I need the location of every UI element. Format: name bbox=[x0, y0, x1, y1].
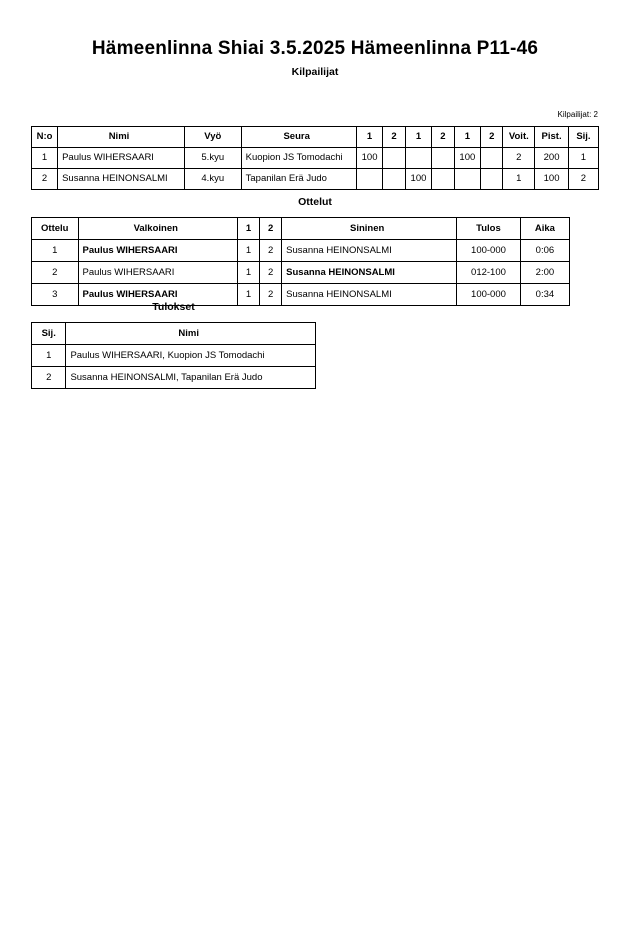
cell-white: Paulus WIHERSAARI bbox=[78, 284, 237, 306]
cell-period-2: 2 bbox=[260, 284, 282, 306]
cell-period-2: 2 bbox=[260, 240, 282, 262]
cell-blue: Susanna HEINONSALMI bbox=[282, 284, 457, 306]
competitors-header-row bbox=[32, 127, 599, 148]
col-white: Valkoinen bbox=[78, 218, 237, 240]
cell-white: Paulus WIHERSAARI bbox=[78, 262, 237, 284]
col-result: Tulos bbox=[457, 218, 521, 240]
cell-points: 100 bbox=[535, 169, 569, 190]
cell-match-3: 100 bbox=[405, 169, 432, 190]
cell-rank: 1 bbox=[568, 148, 598, 169]
col-match-5: 1 bbox=[454, 127, 481, 148]
cell-match-no: 2 bbox=[32, 262, 79, 284]
col-rank: Sij. bbox=[32, 323, 66, 345]
results-table bbox=[31, 322, 316, 389]
table-row bbox=[32, 169, 599, 190]
cell-match-5 bbox=[454, 169, 481, 190]
cell-time: 0:34 bbox=[520, 284, 569, 306]
cell-result: 100-000 bbox=[457, 284, 521, 306]
results-section-label: Tulokset bbox=[152, 301, 195, 313]
cell-period-1: 1 bbox=[237, 262, 259, 284]
results-header-row bbox=[32, 323, 316, 345]
table-row bbox=[32, 148, 599, 169]
cell-match-3 bbox=[405, 148, 432, 169]
col-match-6: 2 bbox=[481, 127, 503, 148]
cell-club: Kuopion JS Tomodachi bbox=[241, 148, 356, 169]
cell-match-2 bbox=[383, 169, 405, 190]
col-name: Nimi bbox=[58, 127, 185, 148]
cell-match-4 bbox=[432, 169, 454, 190]
cell-result: 012-100 bbox=[457, 262, 521, 284]
cell-match-5: 100 bbox=[454, 148, 481, 169]
table-row bbox=[32, 240, 570, 262]
cell-match-1 bbox=[356, 169, 383, 190]
cell-no: 2 bbox=[32, 169, 58, 190]
tournament-results-page bbox=[0, 38, 630, 929]
col-blue: Sininen bbox=[282, 218, 457, 240]
matches-header-row bbox=[32, 218, 570, 240]
col-wins: Voit. bbox=[503, 127, 535, 148]
cell-rank: 2 bbox=[32, 367, 66, 389]
cell-match-4 bbox=[432, 148, 454, 169]
results-table-wrap bbox=[31, 322, 316, 389]
cell-name: Susanna HEINONSALMI bbox=[58, 169, 185, 190]
cell-name: Susanna HEINONSALMI, Tapanilan Erä Judo bbox=[66, 367, 316, 389]
cell-match-1: 100 bbox=[356, 148, 383, 169]
cell-match-no: 3 bbox=[32, 284, 79, 306]
col-match-2: 2 bbox=[383, 127, 405, 148]
matches-table-wrap bbox=[31, 217, 570, 306]
col-no: N:o bbox=[32, 127, 58, 148]
cell-match-6 bbox=[481, 169, 503, 190]
table-row bbox=[32, 262, 570, 284]
col-period-2: 2 bbox=[260, 218, 282, 240]
cell-name: Paulus WIHERSAARI bbox=[58, 148, 185, 169]
cell-club: Tapanilan Erä Judo bbox=[241, 169, 356, 190]
cell-belt: 4.kyu bbox=[184, 169, 241, 190]
cell-match-2 bbox=[383, 148, 405, 169]
matches-table bbox=[31, 217, 570, 306]
table-row bbox=[32, 345, 316, 367]
matches-section-label: Ottelut bbox=[298, 196, 332, 208]
competitors-table-wrap bbox=[31, 126, 599, 190]
col-club: Seura bbox=[241, 127, 356, 148]
col-time: Aika bbox=[520, 218, 569, 240]
cell-points: 200 bbox=[535, 148, 569, 169]
col-period-1: 1 bbox=[237, 218, 259, 240]
competitors-count: Kilpailijat: 2 bbox=[557, 110, 598, 119]
cell-match-6 bbox=[481, 148, 503, 169]
cell-rank: 1 bbox=[32, 345, 66, 367]
cell-wins: 2 bbox=[503, 148, 535, 169]
col-belt: Vyö bbox=[184, 127, 241, 148]
cell-time: 2:00 bbox=[520, 262, 569, 284]
col-match-3: 1 bbox=[405, 127, 432, 148]
cell-result: 100-000 bbox=[457, 240, 521, 262]
col-name: Nimi bbox=[66, 323, 316, 345]
cell-blue: Susanna HEINONSALMI bbox=[282, 262, 457, 284]
cell-blue: Susanna HEINONSALMI bbox=[282, 240, 457, 262]
cell-match-no: 1 bbox=[32, 240, 79, 262]
col-rank: Sij. bbox=[568, 127, 598, 148]
col-match-1: 1 bbox=[356, 127, 383, 148]
cell-rank: 2 bbox=[568, 169, 598, 190]
competitors-section-label: Kilpailijat bbox=[291, 66, 339, 78]
cell-name: Paulus WIHERSAARI, Kuopion JS Tomodachi bbox=[66, 345, 316, 367]
cell-period-2: 2 bbox=[260, 262, 282, 284]
cell-white: Paulus WIHERSAARI bbox=[78, 240, 237, 262]
col-points: Pist. bbox=[535, 127, 569, 148]
cell-no: 1 bbox=[32, 148, 58, 169]
cell-wins: 1 bbox=[503, 169, 535, 190]
cell-belt: 5.kyu bbox=[184, 148, 241, 169]
cell-time: 0:06 bbox=[520, 240, 569, 262]
table-row bbox=[32, 367, 316, 389]
cell-period-1: 1 bbox=[237, 284, 259, 306]
competitors-table bbox=[31, 126, 599, 190]
col-match-no: Ottelu bbox=[32, 218, 79, 240]
cell-period-1: 1 bbox=[237, 240, 259, 262]
col-match-4: 2 bbox=[432, 127, 454, 148]
page-title: Hämeenlinna Shiai 3.5.2025 Hämeenlinna P11-46 bbox=[91, 38, 539, 59]
